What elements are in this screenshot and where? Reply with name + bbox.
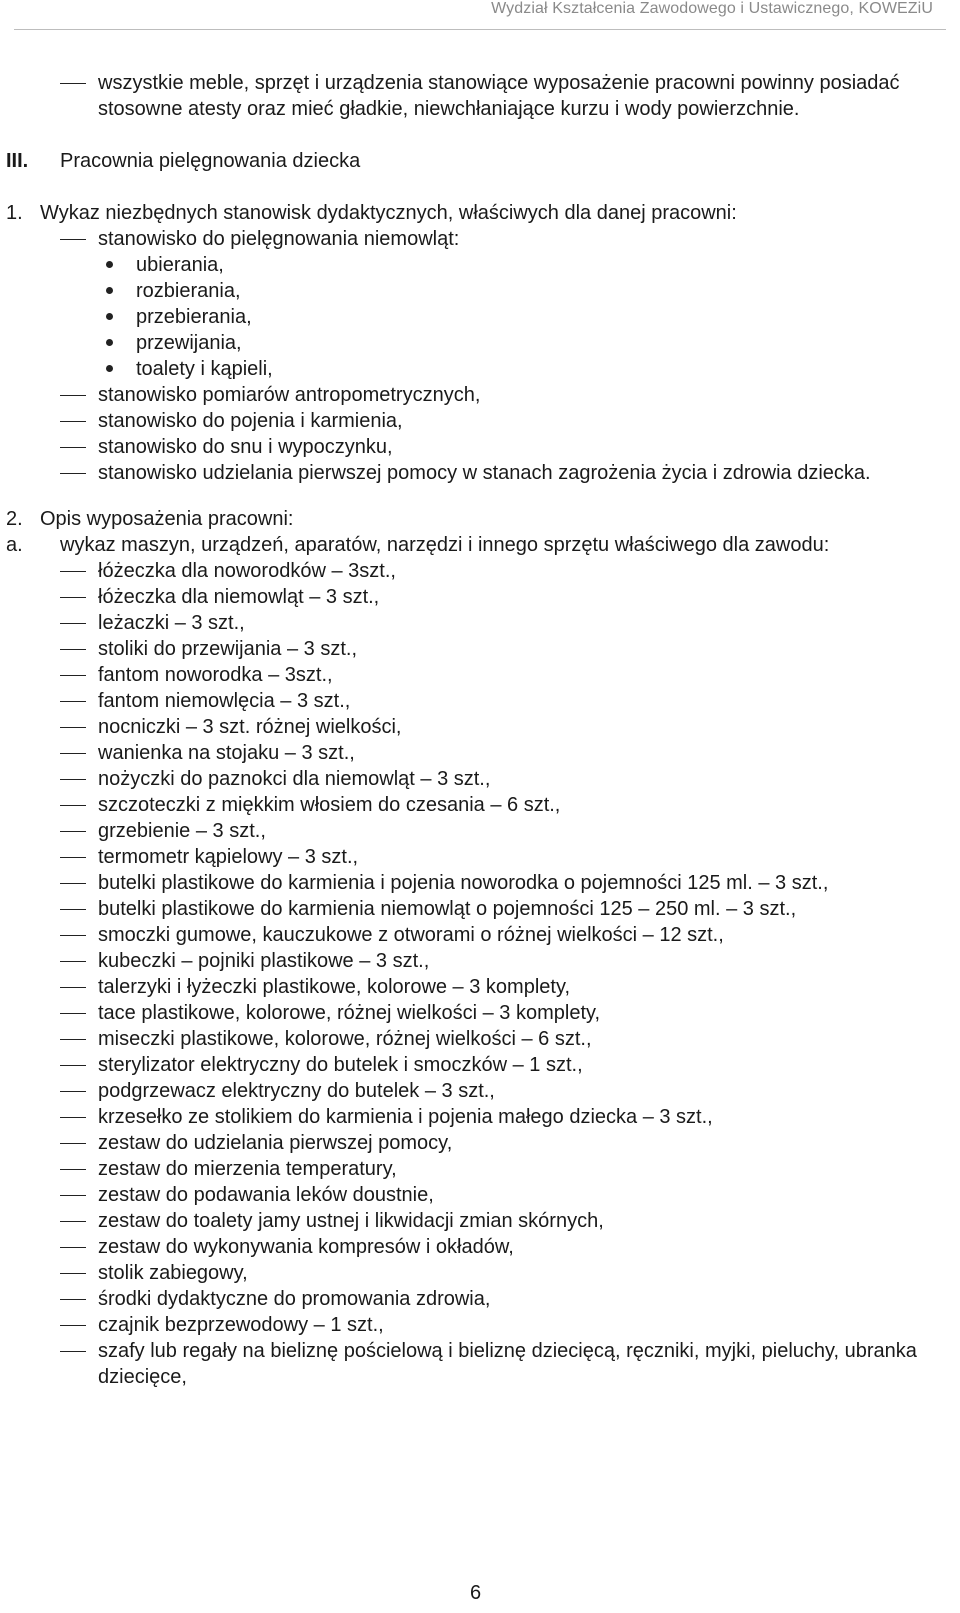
- list-item: [0, 896, 934, 922]
- page-header: Wydział Kształcenia Zawodowego i Ustawicznego, KOWEZiU: [491, 0, 933, 17]
- sub-point-heading: [0, 532, 960, 558]
- list-item: [0, 1312, 934, 1338]
- list-item-text: łóżeczka dla niemowląt – 3 szt.,: [98, 586, 380, 608]
- list-item-text: zestaw do toalety jamy ustnej i likwidacji zmian skórnych,: [98, 1210, 604, 1232]
- equipment-list: [0, 558, 960, 1390]
- list-item: [0, 1338, 934, 1390]
- list-item-text: rozbierania,: [136, 280, 241, 302]
- list-item-text: toalety i kąpieli,: [136, 358, 273, 380]
- list-item: [0, 1208, 934, 1234]
- header-divider: [14, 29, 946, 30]
- list-item: [0, 1026, 934, 1052]
- list-item-text: nocniczki – 3 szt. różnej wielkości,: [98, 716, 402, 738]
- list-item: [0, 714, 934, 740]
- list-item-text: butelki plastikowe do karmienia niemowląt o pojemności 125 – 250 ml. – 3 szt.,: [98, 898, 797, 920]
- section-heading: [0, 148, 960, 174]
- list-item: [0, 1156, 934, 1182]
- list-item: [0, 1078, 934, 1104]
- list-item-text: stanowisko pomiarów antropometrycznych,: [98, 384, 481, 406]
- list-item-text: fantom niemowlęcia – 3 szt.,: [98, 690, 351, 712]
- list-item-text: smoczki gumowe, kauczukowe z otworami o różnej wielkości – 12 szt.,: [98, 924, 724, 946]
- list-item: [0, 1130, 934, 1156]
- list-item-text: grzebienie – 3 szt.,: [98, 820, 266, 842]
- list-item: [0, 434, 960, 460]
- list-item-text: wszystkie meble, sprzęt i urządzenia stanowiące wyposażenie pracowni powinny posiadać stosowne atesty oraz mieć gładkie, niewchłaniające kurzu i wody powierzchnie.: [98, 72, 900, 120]
- list-item-text: środki dydaktyczne do promowania zdrowia,: [98, 1288, 491, 1310]
- list-item-text: stanowisko do snu i wypoczynku,: [98, 436, 393, 458]
- bullet-list: [0, 252, 960, 382]
- list-item-text: czajnik bezprzewodowy – 1 szt.,: [98, 1314, 384, 1336]
- list-item: [0, 766, 934, 792]
- list-item-text: krzesełko ze stolikiem do karmienia i pojenia małego dziecka – 3 szt.,: [98, 1106, 713, 1128]
- list-item-text: ubierania,: [136, 254, 224, 276]
- list-item-text: łóżeczka dla noworodków – 3szt.,: [98, 560, 396, 582]
- section-title: Pracownia pielęgnowania dziecka: [60, 150, 361, 172]
- list-item: [0, 610, 934, 636]
- list-item: [0, 818, 934, 844]
- list-item: [0, 1286, 934, 1312]
- list-item-text: fantom noworodka – 3szt.,: [98, 664, 333, 686]
- point-number: 2.: [6, 508, 23, 530]
- list-item: [0, 1000, 934, 1026]
- list-item: [0, 382, 960, 408]
- list-item-text: talerzyki i łyżeczki plastikowe, kolorowe – 3 komplety,: [98, 976, 571, 998]
- list-item-text: zestaw do podawania leków doustnie,: [98, 1184, 434, 1206]
- point-2-heading: [0, 506, 960, 532]
- list-item-text: stanowisko udzielania pierwszej pomocy w stanach zagrożenia życia i zdrowia dziecka.: [98, 462, 871, 484]
- list-item: [0, 1104, 934, 1130]
- list-item-text: stoliki do przewijania – 3 szt.,: [98, 638, 358, 660]
- stations-list: [0, 382, 960, 486]
- list-item: [0, 844, 934, 870]
- list-item-text: przewijania,: [136, 332, 242, 354]
- bullet-item: [0, 304, 960, 330]
- list-item-text: stanowisko do pielęgnowania niemowląt:: [98, 228, 460, 250]
- section-number: III.: [6, 150, 29, 172]
- list-item-text: szczoteczki z miękkim włosiem do czesania – 6 szt.,: [98, 794, 561, 816]
- list-item-text: szafy lub regały na bieliznę pościelową i bieliznę dziecięcą, ręczniki, myjki, pieluchy, ubranka dziecięce,: [98, 1340, 917, 1388]
- list-item: [0, 558, 934, 584]
- list-item-text: miseczki plastikowe, kolorowe, różnej wielkości – 6 szt.,: [98, 1028, 592, 1050]
- list-item: [0, 408, 960, 434]
- list-item: [0, 70, 960, 122]
- sub-point-title: wykaz maszyn, urządzeń, aparatów, narzędzi i innego sprzętu właściwego dla zawodu:: [60, 534, 830, 556]
- list-item-text: leżaczki – 3 szt.,: [98, 612, 245, 634]
- list-item-text: termometr kąpielowy – 3 szt.,: [98, 846, 359, 868]
- list-item-text: podgrzewacz elektryczny do butelek – 3 szt.,: [98, 1080, 495, 1102]
- list-item: [0, 740, 934, 766]
- bullet-item: [0, 252, 960, 278]
- list-item-text: nożyczki do paznokci dla niemowląt – 3 szt.,: [98, 768, 491, 790]
- list-item: [0, 1260, 934, 1286]
- list-item-text: przebierania,: [136, 306, 252, 328]
- list-item: [0, 948, 934, 974]
- list-item: [0, 974, 934, 1000]
- point-title: Wykaz niezbędnych stanowisk dydaktycznych, właściwych dla danej pracowni:: [40, 202, 737, 224]
- list-item: [0, 460, 960, 486]
- point-title: Opis wyposażenia pracowni:: [40, 508, 294, 530]
- list-item: [0, 1234, 934, 1260]
- list-item: [0, 636, 934, 662]
- list-item-text: zestaw do mierzenia temperatury,: [98, 1158, 397, 1180]
- document-body: [0, 70, 960, 1390]
- list-item: [0, 688, 934, 714]
- list-item-text: butelki plastikowe do karmienia i pojenia noworodka o pojemności 125 ml. – 3 szt.,: [98, 872, 829, 894]
- list-item: [0, 226, 960, 252]
- list-item: [0, 922, 934, 948]
- bullet-item: [0, 278, 960, 304]
- list-item-text: tace plastikowe, kolorowe, różnej wielkości – 3 komplety,: [98, 1002, 601, 1024]
- bullet-item: [0, 330, 960, 356]
- sub-point-label: a.: [6, 534, 23, 556]
- list-item: [0, 662, 934, 688]
- list-item: [0, 1052, 934, 1078]
- list-item-text: stanowisko do pojenia i karmienia,: [98, 410, 403, 432]
- bullet-item: [0, 356, 960, 382]
- list-item-text: stolik zabiegowy,: [98, 1262, 248, 1284]
- page-number: 6: [470, 1582, 482, 1604]
- list-item-text: kubeczki – pojniki plastikowe – 3 szt.,: [98, 950, 430, 972]
- list-item: [0, 584, 934, 610]
- point-1-heading: [0, 200, 960, 226]
- list-item: [0, 1182, 934, 1208]
- list-item-text: sterylizator elektryczny do butelek i smoczków – 1 szt.,: [98, 1054, 583, 1076]
- list-item-text: zestaw do wykonywania kompresów i okładów,: [98, 1236, 514, 1258]
- point-number: 1.: [6, 202, 23, 224]
- list-item: [0, 870, 934, 896]
- list-item-text: zestaw do udzielania pierwszej pomocy,: [98, 1132, 453, 1154]
- list-item-text: wanienka na stojaku – 3 szt.,: [98, 742, 355, 764]
- list-item: [0, 792, 934, 818]
